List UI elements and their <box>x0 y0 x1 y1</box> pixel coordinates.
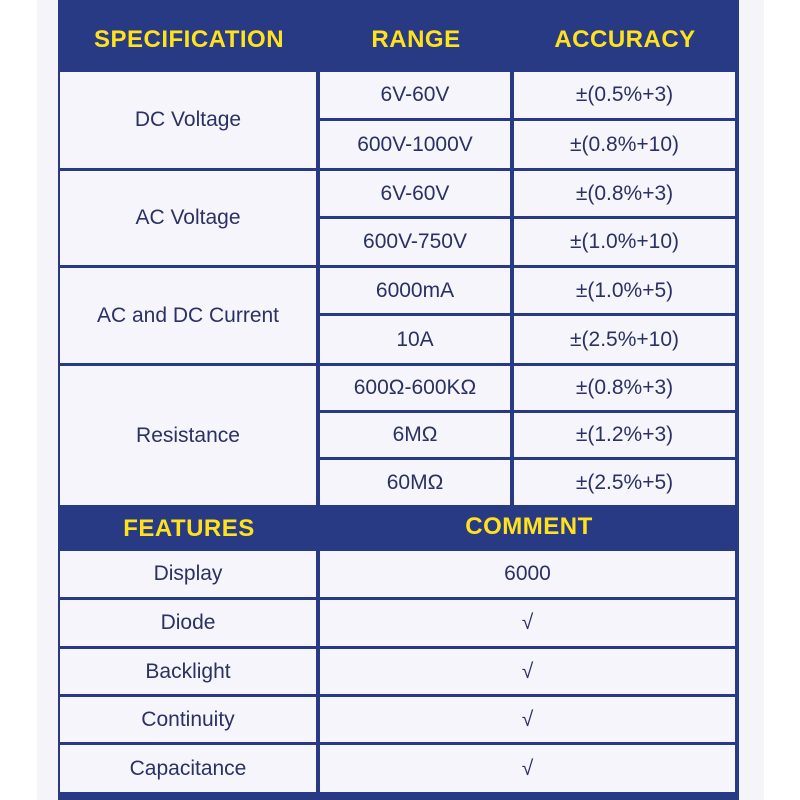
comment-cell <box>320 649 735 694</box>
accuracy-cell <box>514 171 735 216</box>
feature-label: Backlight <box>145 659 231 683</box>
accuracy-value: ±(1.0%+5) <box>575 278 674 302</box>
accuracy-cell <box>514 268 735 313</box>
spec-label: DC Voltage <box>134 108 242 131</box>
range-cell <box>320 460 510 505</box>
accuracy-value: ±(0.8%+3) <box>575 181 674 205</box>
accuracy-value: ±(2.5%+10) <box>570 327 679 351</box>
feature-cell <box>60 649 316 694</box>
range-cell <box>320 366 510 410</box>
range-value: 6000mA <box>375 278 455 302</box>
range-cell <box>320 171 510 216</box>
feature-cell <box>60 745 316 792</box>
feature-cell <box>60 600 316 646</box>
comment-cell <box>320 745 735 792</box>
accuracy-value: ±(0.8%+10) <box>570 132 679 156</box>
feature-label: Continuity <box>141 707 235 731</box>
accuracy-value: ±(0.8%+3) <box>575 376 674 399</box>
spec-group-dc-voltage <box>60 72 316 168</box>
range-value: 600V-750V <box>363 230 467 253</box>
range-value: 10A <box>396 327 434 351</box>
accuracy-value: ±(2.5%+5) <box>575 470 674 494</box>
spec-group-ac-dc-current <box>60 268 316 363</box>
comment-cell <box>320 600 735 646</box>
range-cell <box>320 72 510 118</box>
comment-cell <box>320 697 735 742</box>
range-cell <box>320 413 510 457</box>
range-cell <box>320 268 510 313</box>
feature-label: Capacitance <box>129 756 247 780</box>
feature-label: Diode <box>160 611 216 634</box>
range-value: 600V-1000V <box>357 132 473 156</box>
accuracy-cell <box>514 366 735 410</box>
spec-label: AC Voltage <box>135 206 241 229</box>
spec-group-resistance <box>60 366 316 505</box>
header-comment: COMMENT <box>465 513 593 540</box>
spec-group-ac-voltage <box>60 171 316 265</box>
range-value: 6V-60V <box>380 83 450 106</box>
range-cell <box>320 316 510 363</box>
header-specification: SPECIFICATION <box>93 26 285 53</box>
accuracy-cell <box>514 460 735 505</box>
check-mark-icon: √ <box>521 707 534 731</box>
comment-cell <box>320 551 735 597</box>
accuracy-value: ±(0.5%+3) <box>575 83 674 106</box>
spec-label: Resistance <box>136 423 240 447</box>
header-range: RANGE <box>371 26 461 53</box>
accuracy-cell <box>514 72 735 118</box>
header-accuracy: ACCURACY <box>554 26 696 53</box>
range-value: 6MΩ <box>392 423 438 446</box>
range-value: 600Ω-600KΩ <box>353 376 477 399</box>
accuracy-cell <box>514 219 735 265</box>
range-cell <box>320 121 510 168</box>
accuracy-cell <box>514 413 735 457</box>
comment-value: 6000 <box>504 562 551 585</box>
range-cell <box>320 219 510 265</box>
check-mark-icon: √ <box>521 756 534 780</box>
feature-cell <box>60 551 316 597</box>
header-features: FEATURES <box>123 515 255 542</box>
check-mark-icon: √ <box>521 659 534 683</box>
accuracy-cell <box>514 316 735 363</box>
feature-cell <box>60 697 316 742</box>
spec-label: AC and DC Current <box>96 303 280 327</box>
feature-label: Display <box>153 562 223 585</box>
specification-sheet <box>58 0 739 800</box>
range-value: 60MΩ <box>386 470 444 494</box>
check-mark-icon: √ <box>521 611 534 634</box>
accuracy-value: ±(1.2%+3) <box>575 423 674 446</box>
accuracy-cell <box>514 121 735 168</box>
accuracy-value: ±(1.0%+10) <box>570 230 679 253</box>
range-value: 6V-60V <box>380 181 450 205</box>
